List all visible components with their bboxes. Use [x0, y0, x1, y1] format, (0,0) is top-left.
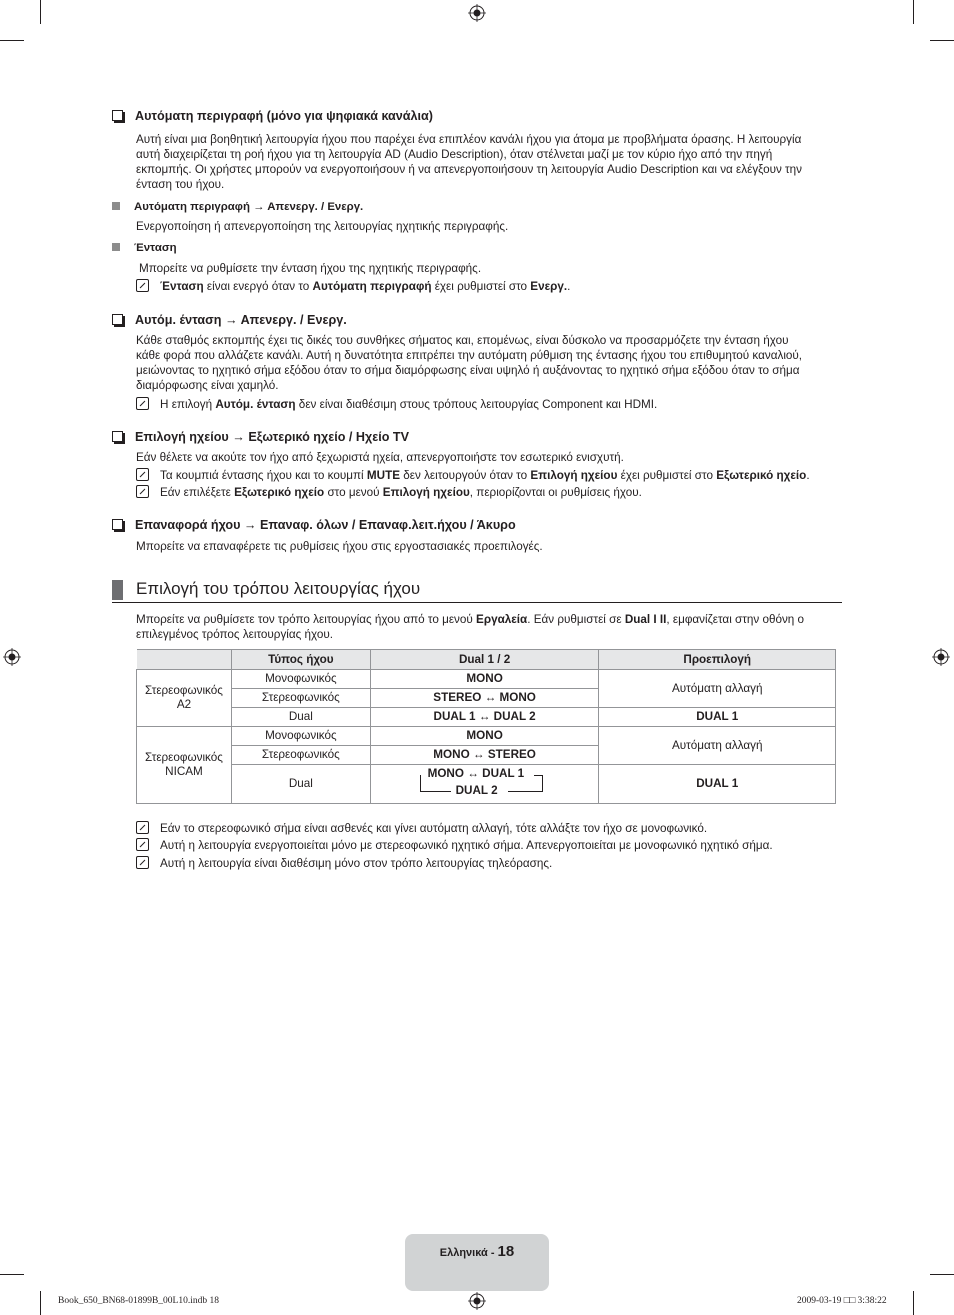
table-cell: DUAL 1 ↔ DUAL 2: [370, 708, 599, 727]
table-cell: MONO: [370, 727, 599, 746]
section-title-sound-mode: Επιλογή του τρόπου λειτουργίας ήχου: [112, 578, 842, 603]
table-header-dual: Dual 1 / 2: [370, 650, 599, 670]
crop-mark: [0, 40, 24, 41]
section-heading-audio-description: Αυτόματη περιγραφή (μόνο για ψηφιακά κανάλια): [112, 109, 433, 124]
registration-mark-icon: [468, 4, 486, 22]
title-bar-decoration: [112, 580, 123, 600]
table-row: [137, 727, 836, 746]
cycle-line: [508, 791, 542, 792]
note-icon: [136, 468, 149, 481]
table-cell: STEREO ↔ MONO: [370, 689, 599, 708]
mode-note-3: Αυτή η λειτουργία είναι διαθέσιμη μόνο στον τρόπο λειτουργίας τηλεόρασης.: [136, 856, 846, 871]
table-cell: Στερεοφωνικός: [231, 689, 370, 708]
crop-mark: [0, 1274, 24, 1275]
section-heading-auto-volume: Αυτόμ. ένταση → Απενεργ. / Ενεργ.: [112, 313, 347, 328]
checkbox-icon: [112, 110, 123, 121]
table-cell: Στερεοφωνικός: [231, 746, 370, 765]
crop-mark: [40, 0, 41, 24]
cycle-line: [421, 791, 451, 792]
table-row: [137, 765, 836, 804]
checkbox-icon: [112, 314, 123, 325]
bullet-square-icon: [112, 243, 120, 251]
table-cell: Αυτόματη αλλαγή: [599, 727, 836, 765]
crop-mark: [40, 1291, 41, 1315]
crop-mark: [930, 40, 954, 41]
checkbox-icon: [112, 431, 123, 442]
sound-mode-table: [136, 649, 836, 804]
ad-volume-note: Ένταση είναι ενεργό όταν το Αυτόματη περιγραφή έχει ρυθμιστεί στο Ενεργ..: [136, 279, 846, 294]
note-icon: [136, 856, 149, 869]
crop-mark: [913, 1291, 914, 1315]
auto-volume-description: Κάθε σταθμός εκπομπής έχει τις δικές του συνθήκες σήματος και, επομένως, είναι δύσκολο να προσαρμόζετε την ένταση ήχου κάθε φορά που αλλάζετε κανάλι. Αυτή η δυνατότητα επιτρέπει την αυτόματη ρύθμιση της έντασης ήχου του επιθυμητού καναλιού, μειώνοντας το ηχητικό σήμα εξόδου όταν το σήμα διαμόρφωσης είναι υψηλό ή αυξάνοντας το ηχητικό σήμα εξόδου όταν το σήμα διαμόρφωσης είναι χαμηλό.: [136, 334, 803, 392]
imprint-left: Book_650_BN68-01899B_00L10.indb 18: [58, 1296, 219, 1306]
mode-note-1: Εάν το στερεοφωνικό σήμα είναι ασθενές και γίνει αυτόματη αλλαγή, τότε αλλάξτε τον ήχο σε μονοφωνικό.: [136, 821, 846, 836]
note-icon: [136, 838, 149, 851]
note-icon: [136, 485, 149, 498]
table-group-a2: Στερεοφωνικός A2: [137, 670, 232, 727]
page-number-tab: Ελληνικά - 18: [405, 1234, 549, 1291]
cycle-line: [534, 775, 543, 792]
table-cell: Dual: [231, 708, 370, 727]
registration-mark-icon: [3, 648, 21, 666]
note-icon: [136, 279, 149, 292]
table-cell-dual-cycle: [370, 765, 599, 804]
table-group-nicam: Στερεοφωνικός NICAM: [137, 727, 232, 804]
crop-mark: [930, 1274, 954, 1275]
registration-mark-icon: [468, 1292, 486, 1310]
crop-mark: [913, 0, 914, 24]
note-icon: [136, 397, 149, 410]
checkbox-icon: [112, 519, 123, 530]
table-cell: Μονοφωνικός: [231, 670, 370, 689]
ad-volume-text: Μπορείτε να ρυθμίσετε την ένταση ήχου της ηχητικής περιγραφής.: [139, 262, 482, 275]
dual-cycle-diagram: MONO ↔ DUAL 1 DUAL 2: [420, 765, 550, 799]
speaker-note-1: Τα κουμπιά έντασης ήχου και το κουμπί MUTE δεν λειτουργούν όταν το Επιλογή ηχείου έχει ρυθμιστεί στο Εξωτερικό ηχείο.: [136, 468, 846, 483]
table-header-type: Τύπος ήχου: [231, 650, 370, 670]
table-cell: DUAL 1: [599, 765, 836, 804]
mode-note-2: Αυτή η λειτουργία ενεργοποιείται μόνο με στερεοφωνικό ηχητικό σήμα. Απενεργοποιείται με μονοφωνικό ηχητικό σήμα.: [136, 838, 846, 853]
table-cell: Dual: [231, 765, 370, 804]
auto-volume-note: Η επιλογή Αυτόμ. ένταση δεν είναι διαθέσιμη στους τρόπους λειτουργίας Component και HDMI.: [136, 397, 846, 412]
speaker-select-text: Εάν θέλετε να ακούτε τον ήχο από ξεχωριστά ηχεία, απενεργοποιήστε τον εσωτερικό ενισχυτή.: [136, 451, 624, 464]
section-heading-sound-reset: Επαναφορά ήχου → Επαναφ. όλων / Επαναφ.λειτ.ήχου / Άκυρο: [112, 518, 516, 533]
imprint-right: 2009-03-19 □□ 3:38:22: [797, 1296, 887, 1306]
table-header-empty: [137, 650, 232, 670]
sound-reset-text: Μπορείτε να επαναφέρετε τις ρυθμίσεις ήχου στις εργοστασιακές προεπιλογές.: [136, 540, 543, 553]
section-heading-speaker-select: Επιλογή ηχείου → Εξωτερικό ηχείο / Ηχείο TV: [112, 430, 409, 445]
bullet-square-icon: [112, 202, 120, 210]
note-icon: [136, 821, 149, 834]
table-cell: Αυτόματη αλλαγή: [599, 670, 836, 708]
cycle-line: [420, 775, 427, 792]
sound-mode-intro: Μπορείτε να ρυθμίσετε τον τρόπο λειτουργίας ήχου από το μενού Εργαλεία. Εάν ρυθμιστεί σε Dual I II, εμφανίζεται στην οθόνη ο επιλεγμένος τρόπος λειτουργίας ήχου.: [136, 613, 805, 641]
table-header-default: Προεπιλογή: [599, 650, 836, 670]
sub-heading-ad-toggle: Αυτόματη περιγραφή → Απενεργ. / Ενεργ.: [112, 200, 363, 215]
table-header-row: [137, 650, 836, 670]
ad-description: Αυτή είναι μια βοηθητική λειτουργία ήχου που παρέχει ένα επιπλέον κανάλι ήχου για άτομα με προβλήματα όρασης. Η λειτουργία αυτή διαχειρίζεται τη ροή ήχου για τη λειτουργία AD (Audio Description), όταν στέλνεται μαζί με τον κύριο ήχο από την πηγή εκπομπής. Οι χρήστες μπορούν να ενεργοποιήσουν ή να απενεργοποιήσουν τη λειτουργία Audio Description και να ελέγξουν την ένταση του ήχου.: [136, 133, 803, 191]
sub-heading-ad-volume: Ένταση: [112, 241, 177, 256]
registration-mark-icon: [932, 648, 950, 666]
table-row: [137, 670, 836, 689]
table-cell: MONO ↔ STEREO: [370, 746, 599, 765]
table-cell: Μονοφωνικός: [231, 727, 370, 746]
table-cell: MONO: [370, 670, 599, 689]
ad-toggle-text: Ενεργοποίηση ή απενεργοποίηση της λειτουργίας ηχητικής περιγραφής.: [136, 220, 509, 233]
table-row: [137, 708, 836, 727]
table-cell: DUAL 1: [599, 708, 836, 727]
speaker-note-2: Εάν επιλέξετε Εξωτερικό ηχείο στο μενού Επιλογή ηχείου, περιορίζονται οι ρυθμίσεις ήχου.: [136, 485, 846, 500]
